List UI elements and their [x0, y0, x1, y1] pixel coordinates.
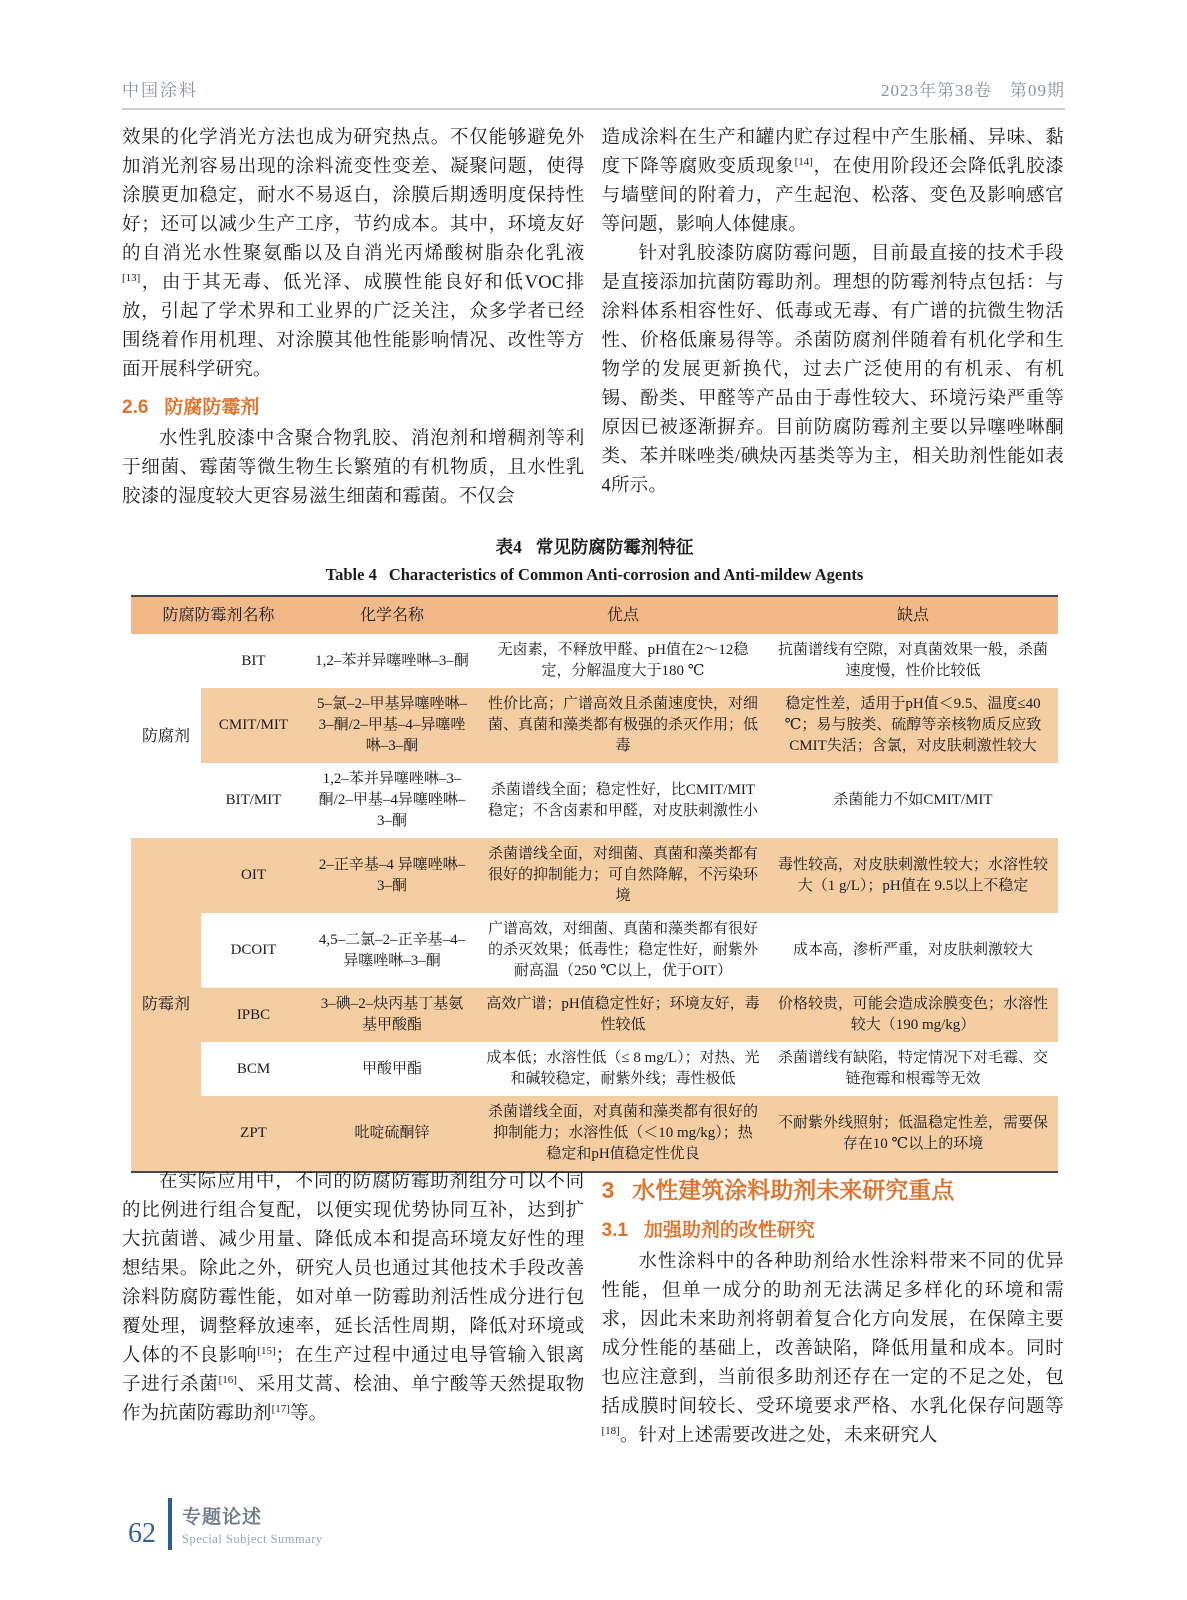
- text-run: 等。: [289, 1404, 328, 1424]
- cell-pros: 杀菌谱线全面；稳定性好，比CMIT/MIT稳定；不含卤素和甲醛，对皮肤刺激性小: [478, 763, 768, 838]
- paragraph-future: [602, 1248, 1065, 1451]
- paragraph-combination: [122, 1168, 585, 1429]
- paragraph-matting: [122, 124, 585, 385]
- bottom-columns: [122, 1168, 1065, 1451]
- cell-name: IPBC: [201, 988, 306, 1042]
- ref-marker-17: [17]: [271, 1402, 290, 1415]
- cell-pros: 无卤素，不释放甲醛、pH值在2～12稳定，分解温度大于180 ℃: [478, 634, 768, 688]
- bottom-right-column: [602, 1168, 1065, 1451]
- text-run: 。针对上述需要改进之处，未来研究人: [619, 1426, 938, 1446]
- table-row: [131, 913, 1058, 988]
- table4-block: [131, 534, 1058, 1173]
- section-title: 防腐防霉剂: [164, 397, 260, 418]
- text-run: 、采用艾蒿、桧油、单宁酸等天然提取物作为抗菌防霉助剂: [122, 1375, 585, 1424]
- cell-name: BIT: [201, 634, 306, 688]
- cell-chemical: 5–氯–2–甲基异噻唑啉–3–酮/2–甲基–4–异噻唑啉–3–酮: [306, 688, 478, 763]
- footer-divider-bar: [168, 1498, 172, 1550]
- table-row: [131, 634, 1058, 688]
- col-header-chemical: 化学名称: [306, 596, 478, 634]
- section-heading-2-6: [122, 392, 585, 419]
- ref-marker-14: [14]: [794, 155, 813, 168]
- left-column: [122, 124, 585, 512]
- column-name-cn: 专题论述: [182, 1506, 263, 1528]
- table-caption-cn: [131, 534, 1058, 559]
- table-row: [131, 1096, 1058, 1172]
- section-heading-3: [602, 1172, 1065, 1205]
- cell-cons: 抗菌谱线有空隙，对真菌效果一般，杀菌速度慢，性价比较低: [768, 634, 1058, 688]
- section-title: 水性建筑涂料助剂未来研究重点: [632, 1177, 955, 1203]
- cell-name: BCM: [201, 1042, 306, 1096]
- column-label: [182, 1502, 323, 1547]
- cell-pros: 杀菌谱线全面，对细菌、真菌和藻类都有很好的抑制能力；可自然降解，不污染环境: [478, 838, 768, 913]
- col-header-name: 防腐防霉剂名称: [131, 596, 306, 634]
- cell-cons: 成本高，渗析严重，对皮肤刺激较大: [768, 913, 1058, 988]
- paragraph-latex-intro: 水性乳胶漆中含聚合物乳胶、消泡剂和增稠剂等利于细菌、霉菌等微生物生长繁殖的有机物质，且水性乳胶漆的湿度较大更容易滋生细菌和霉菌。不仅会: [122, 429, 585, 507]
- cell-pros: 成本低；水溶性低（≤ 8 mg/L）；对热、光和碱较稳定，耐紫外线；毒性极低: [478, 1042, 768, 1096]
- text-run: ，由于其无毒、低光泽、成膜性能良好和低VOC排放，引起了学术界和工业界的广泛关注，众多学者已经围绕着作用机理、对涂膜其他性能影响情况、改性等方面开展科学研究。: [122, 273, 585, 380]
- text-run: 造成涂料在生产和罐内贮存过程中产生胀桶、异味、黏度下降等腐败变质现象: [601, 128, 1064, 177]
- group-label-antimildew: 防霉剂: [131, 838, 201, 1172]
- page-footer: [128, 1498, 323, 1550]
- text-run: ；在生产过程中通过电导管输入银离子进行杀菌: [122, 1346, 585, 1395]
- group-label-anticorrosion: 防腐剂: [131, 634, 201, 838]
- top-columns: [122, 124, 1065, 512]
- table-row: [131, 1042, 1058, 1096]
- table-tag-cn: 表4: [495, 537, 522, 557]
- agents-table: [131, 595, 1058, 1173]
- journal-name: 中国涂料: [122, 81, 198, 100]
- cell-chemical: 2–正辛基–4 异噻唑啉–3–酮: [306, 838, 478, 913]
- cell-chemical: 3–碘–2–炔丙基丁基氨基甲酸酯: [306, 988, 478, 1042]
- right-column: [602, 124, 1065, 512]
- cell-chemical: 1,2–苯并异噻唑啉–3–酮: [306, 634, 478, 688]
- cell-cons: 杀菌谱线有缺陷，特定情况下对毛霉、交链孢霉和根霉等无效: [768, 1042, 1058, 1096]
- text-run: ，在使用阶段还会降低乳胶漆与墙壁间的附着力，产生起泡、松落、变色及影响感官等问题，影响人体健康。: [601, 157, 1064, 235]
- col-header-pros: 优点: [478, 596, 768, 634]
- table-row: [131, 688, 1058, 763]
- section-number: 3.1: [601, 1220, 628, 1241]
- cell-pros: 性价比高；广谱高效且杀菌速度快，对细菌、真菌和藻类都有极强的杀灭作用；低毒: [478, 688, 768, 763]
- table-row: [131, 763, 1058, 838]
- cell-pros: 杀菌谱线全面，对真菌和藻类都有很好的抑制能力；水溶性低（＜10 mg/kg）；热稳定和pH值稳定性优良: [478, 1096, 768, 1172]
- cell-name: OIT: [201, 838, 306, 913]
- section-number: 2.6: [122, 397, 149, 418]
- ref-marker-13: [13]: [122, 271, 141, 284]
- cell-chemical: 1,2–苯并异噻唑啉–3–酮/2–甲基–4异噻唑啉–3–酮: [306, 763, 478, 838]
- cell-cons: 杀菌能力不如CMIT/MIT: [768, 763, 1058, 838]
- running-head: [122, 76, 1065, 110]
- text-run: 水性涂料中的各种助剂给水性涂料带来不同的优异性能，但单一成分的助剂无法满足多样化的环境和需求，因此未来助剂将朝着复合化方向发展，在保障主要成分性能的基础上，改善缺陷，降低用量和成本。同时也应注意到，当前很多助剂还存在一定的不足之处，包括成膜时间较长、受环境要求严格、水乳化保存问题等: [601, 1252, 1064, 1417]
- cell-cons: 稳定性差，适用于pH值＜9.5、温度≤40 ℃；易与胺类、硫醇等亲核物质反应致CMIT失活；含氯，对皮肤刺激性较大: [768, 688, 1058, 763]
- cell-chemical: 吡啶硫酮锌: [306, 1096, 478, 1172]
- ref-marker-18: [18]: [601, 1424, 620, 1437]
- cell-pros: 高效广谱；pH值稳定性好；环境友好，毒性较低: [478, 988, 768, 1042]
- cell-name: DCOIT: [201, 913, 306, 988]
- table-tag-en: Table 4: [325, 565, 377, 584]
- paragraph-spoilage: [602, 124, 1065, 240]
- cell-cons: 不耐紫外线照射；低温稳定性差，需要保存在10 ℃以上的环境: [768, 1096, 1058, 1172]
- cell-cons: 价格较贵，可能会造成涂膜变色；水溶性较大（190 mg/kg）: [768, 988, 1058, 1042]
- cell-name: ZPT: [201, 1096, 306, 1172]
- page-number: 62: [128, 1518, 156, 1549]
- table-caption-en: [131, 565, 1058, 585]
- table-row: [131, 988, 1058, 1042]
- table-title-cn: 常见防腐防霉剂特征: [535, 537, 694, 557]
- col-header-cons: 缺点: [768, 596, 1058, 634]
- table-header-row: [131, 596, 1058, 634]
- ref-marker-16: [16]: [218, 1373, 237, 1386]
- text-run: 效果的化学消光方法也成为研究热点。不仅能够避免外加消光剂容易出现的涂料流变性变差、凝聚问题，使得涂膜更加稳定，耐水不易返白，涂膜后期透明度保持性好；还可以减少生产工序，节约成本。其中，环境友好的自消光水性聚氨酯以及自消光丙烯酸树脂杂化乳液: [122, 128, 585, 264]
- paragraph-antimildew: 针对乳胶漆防腐防霉问题，目前最直接的技术手段是直接添加抗菌防霉助剂。理想的防霉剂特点包括：与涂料体系相容性好、低毒或无毒、有广谱的抗微生物活性、价格低廉易得等。杀菌防腐剂伴随着有机化学和生物学的发展更新换代，过去广泛使用的有机汞、有机锡、酚类、甲醛等产品由于毒性较大、环境污染严重等原因已被逐渐摒弃。目前防腐防霉剂主要以异噻唑啉酮类、苯并咪唑类/碘炔丙基类等为主，相关助剂性能如表4所示。: [601, 244, 1064, 496]
- section-heading-3-1: [602, 1215, 1065, 1242]
- cell-pros: 广谱高效，对细菌、真菌和藻类都有很好的杀灭效果；低毒性；稳定性好，耐紫外耐高温（250 ℃以上，优于OIT）: [478, 913, 768, 988]
- cell-chemical: 4,5–二氯–2–正辛基–4–异噻唑啉–3–酮: [306, 913, 478, 988]
- section-number: 3: [601, 1177, 615, 1203]
- table-row: [131, 838, 1058, 913]
- ref-marker-15: [15]: [257, 1344, 276, 1357]
- text-run: 在实际应用中，不同的防腐防霉助剂组分可以不同的比例进行组合复配，以便实现优势协同互补，达到扩大抗菌谱、减少用量、降低成本和提高环境友好性的理想结果。除此之外，研究人员也通过其他技术手段改善涂料防腐防霉性能，如对单一防霉助剂活性成分进行包覆处理，调整释放速率，延长活性周期，降低对环境或人体的不良影响: [122, 1172, 585, 1366]
- cell-chemical: 甲酸甲酯: [306, 1042, 478, 1096]
- cell-cons: 毒性较高，对皮肤刺激性较大；水溶性较大（1 g/L）；pH值在 9.5以上不稳定: [768, 838, 1058, 913]
- table-title-en: Characteristics of Common Anti-corrosion and Anti-mildew Agents: [388, 565, 864, 584]
- section-title: 加强助剂的改性研究: [643, 1220, 815, 1241]
- cell-name: BIT/MIT: [201, 763, 306, 838]
- bottom-left-column: [122, 1168, 585, 1451]
- column-name-en: Special Subject Summary: [182, 1531, 323, 1546]
- issue-info: 2023年第38卷 第09期: [881, 81, 1065, 100]
- cell-name: CMIT/MIT: [201, 688, 306, 763]
